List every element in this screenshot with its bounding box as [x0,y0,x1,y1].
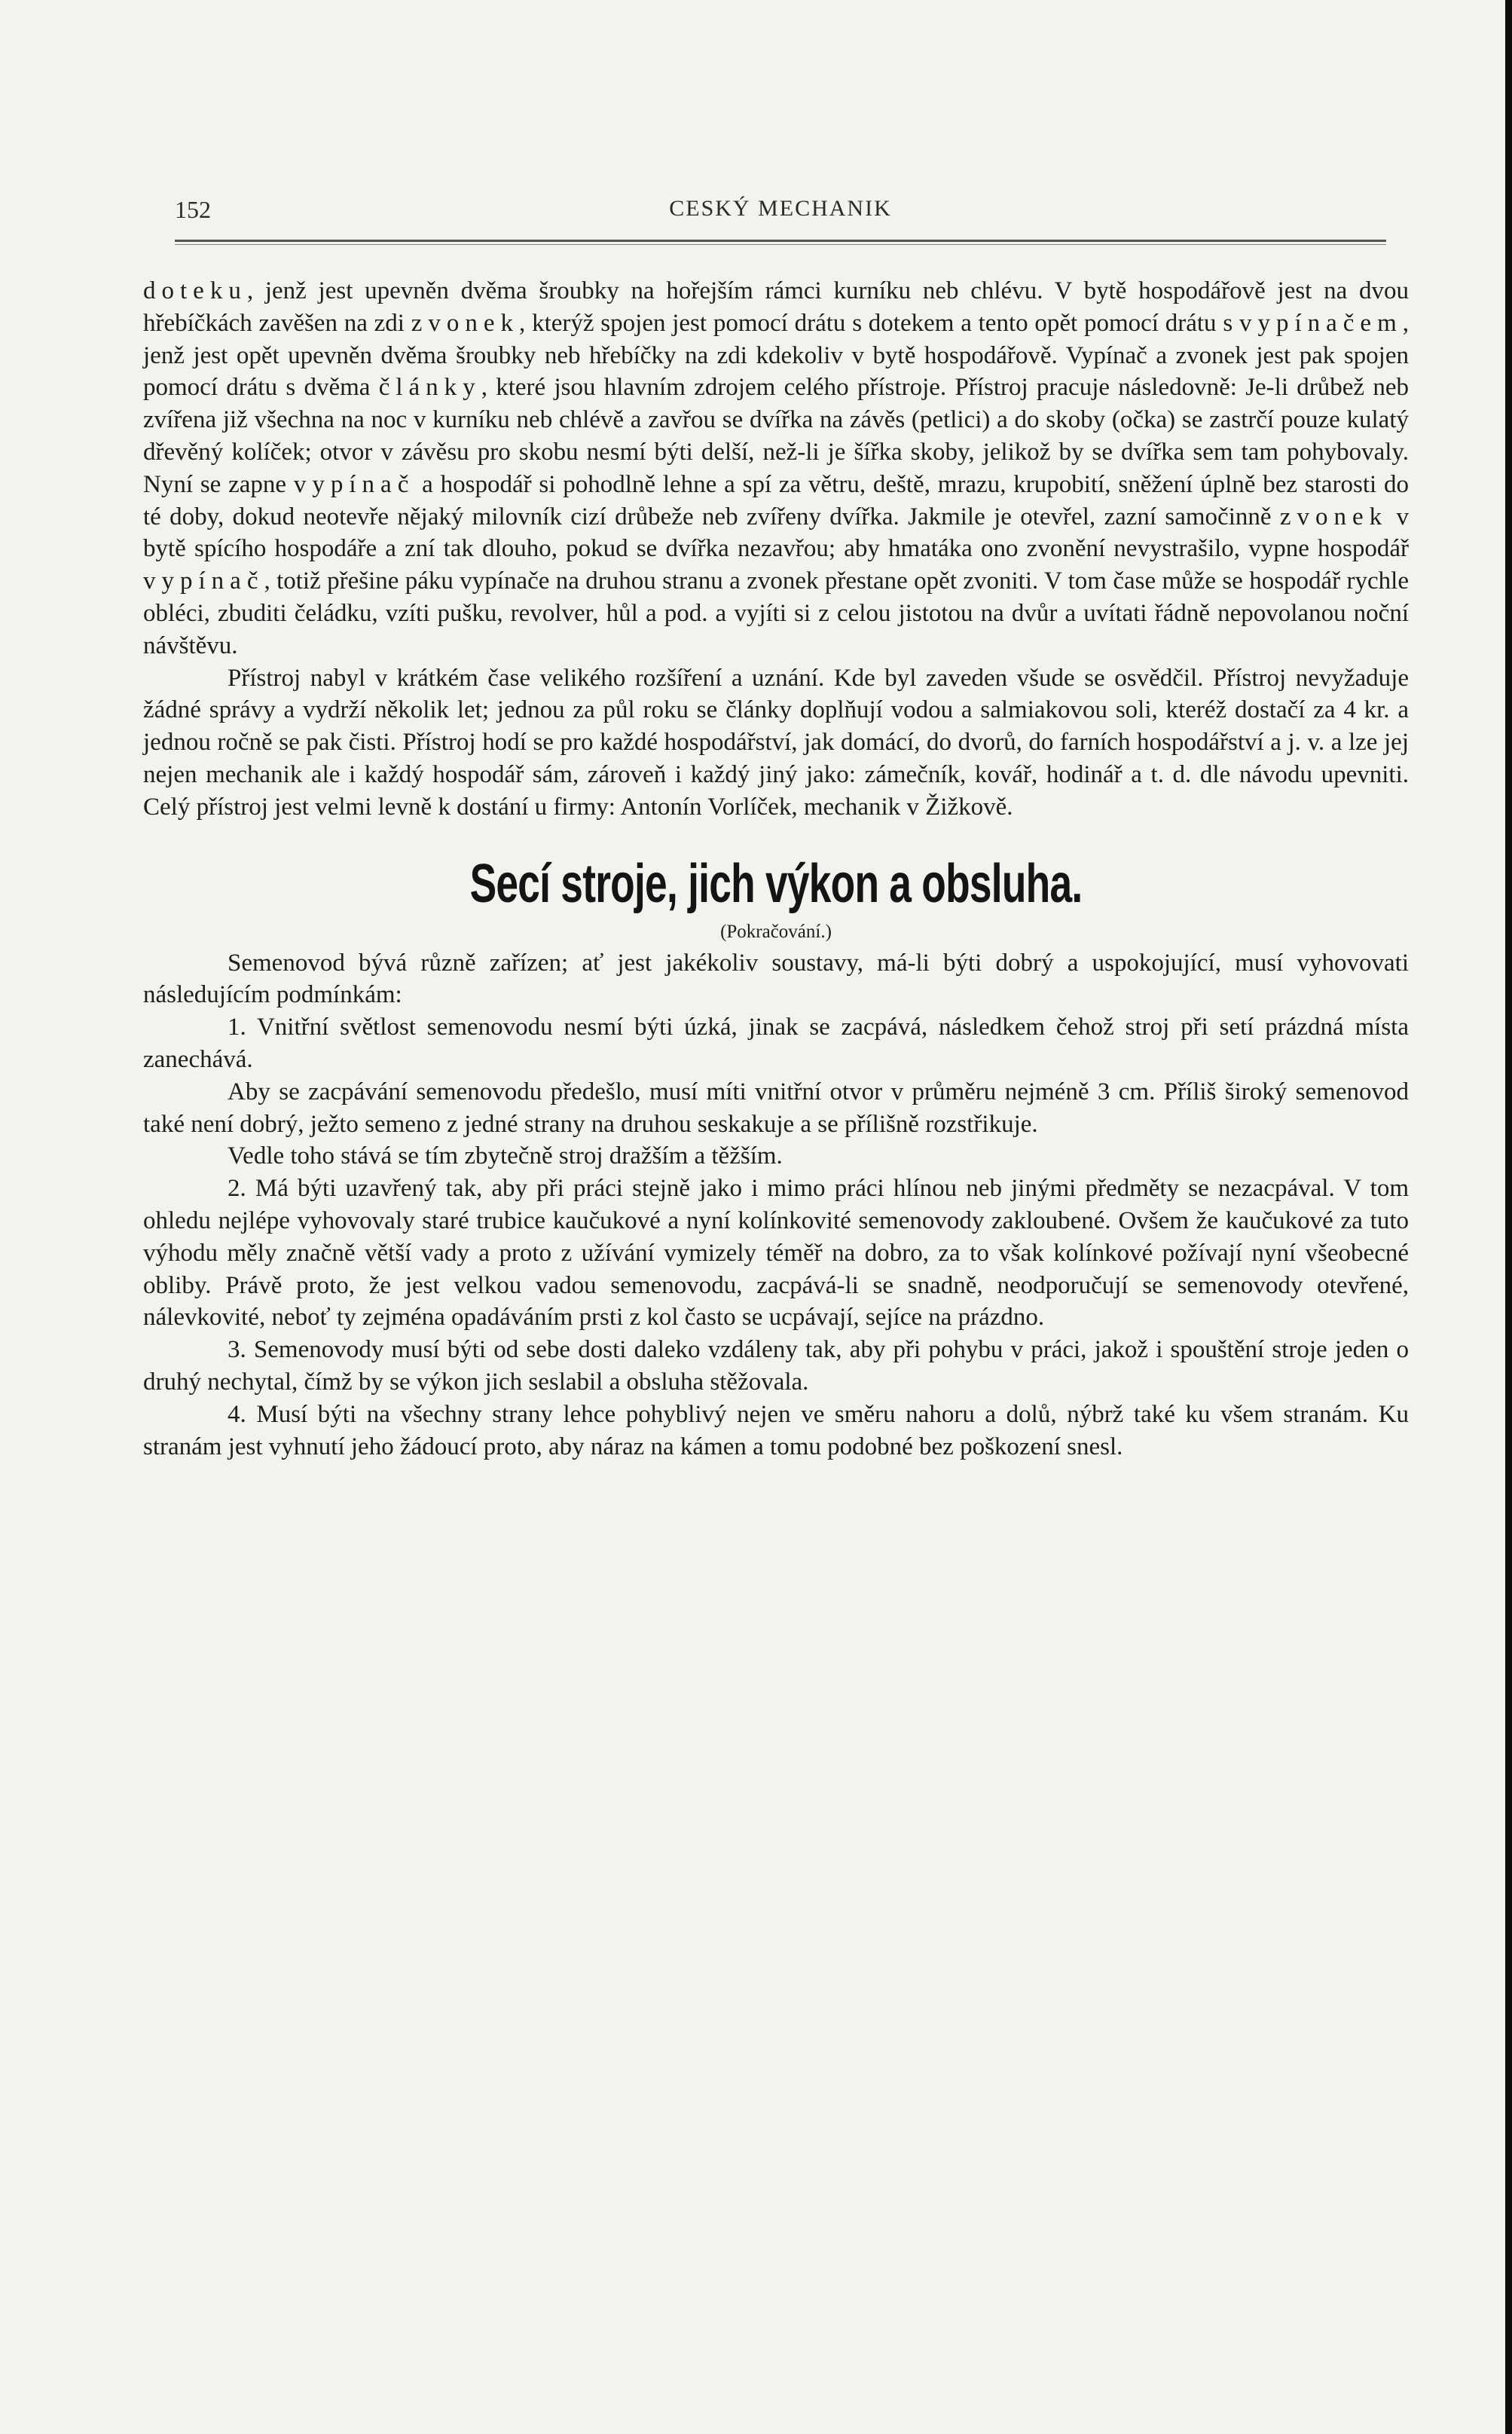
paragraph: 1. Vnitřní světlost semenovodu nesmí býti úzká, jinak se zacpává, následkem čehož stroj při setí prázdná místa zanechává. [143,1014,1409,1073]
paragraph: Vedle toho stává se tím zbytečně stroj dražším a těžším. [228,1142,783,1170]
text-run: , kterýž spojen jest pomocí drátu s dotekem a tento opět pomocí drátu s [519,309,1239,337]
text-run: , jenž jest upevněn dvěma šroubky na hořejším rámci kurníku neb chlévu. V bytě hospodářově jest na dvou hřebíčkách zavěšen na zdi [143,277,1409,337]
continued-note: (Pokračování.) [720,921,832,942]
spaced-word: vypínač [293,470,415,498]
text-run: , totiž přešine páku vypínače na druhou stranu a zvonek přestane opět zvoniti. V tom čase může se hospodář rychle obléci, zbuditi čeládku, vzíti pušku, revolver, hůl a pod. a vyjíti si z celou jistotou na dvůr a uvítati řádně nepovolanou noční návštěvu. [143,567,1409,659]
paragraph [143,275,1409,662]
paragraph: Semenovod bývá různě zařízen; ať jest jakékoliv soustavy, má-li býti dobrý a uspokojující, musí vyhovovati následujícím podmínkám: [143,949,1409,1009]
paragraph: Aby se zacpávání semenovodu předešlo, musí míti vnitřní otvor v průměru nejméně 3 cm. Příliš široký semenovod také není dobrý, ježto semeno z jedné strany na druhou seskakuje a se přílišně rozstřikuje. [143,1078,1409,1138]
text-run: , které jsou hlavním zdrojem celého přístroje. Přístroj pracuje následovně: Je-li drůbež neb zvířena již všechna na noc v kurníku neb chlévě a zavřou se dvířka na závěs (petlici) a do skoby (očka) se zastrčí pouze kulatý dřevěný kolíček; otvor v závěsu pro skobu nesmí býti delší, než-li je šířka skoby, jelikož by se dvířka sem tam pohybovaly. Nyní se zapne [143,374,1409,498]
header-rule [175,240,1386,245]
spaced-word: doteku [143,277,247,304]
page-header [175,187,1386,232]
text-run: v bytě spícího hospodáře a zní tak dlouho, pokud se dvířka nezavřou; aby hmatáka ono zvonění nevystrašilo, vypne hospodář [143,503,1409,563]
article-body [143,275,1409,1463]
section-title: Secí stroje, jich výkon a obsluha. [469,853,1083,914]
page-number: 152 [175,196,211,223]
paragraph: Přístroj nabyl v krátkém čase velikého rozšíření a uznání. Kde byl zaveden všude se osvědčil. Přístroj nevyžaduje žádné správy a vydrží několik let; jednou za půl roku se články doplňují vodou a salmiakovou soli, kteréž dostačí za 4 kr. a jednou ročně se pak čisti. Přístroj hodí se pro každé hospodářství, jak domácí, do dvorů, do farních hospodářství a j. v. a lze jej nejen mechanik ale i každý hospodář sám, zároveň i každý jiný jako: zámečník, kovář, hodinář a t. d. dle návodu upevniti. Celý přístroj jest velmi levně k dostání u firmy: Antonín Vorlíček, mechanik v Žižkově. [143,664,1409,821]
running-head: CESKÝ MECHANIK [669,196,892,221]
spaced-word: vypínačem [1239,309,1403,337]
text-run: a hospodář si pohodlně lehne a spí za větru, deště, mrazu, krupobití, sněžení úplně bez starosti do té doby, dokud neotevře nějaký milovník cizí drůbeže neb zvířeny dvířka. Jakmile je otevřel, zazní samočinně [143,470,1409,531]
spaced-word: zvonek [1279,503,1388,531]
paragraph: 3. Semenovody musí býti od sebe dosti daleko vzdáleny tak, aby při pohybu v práci, jakož i spouštění stroje jeden o druhý nechytal, čímž by se výkon jich seslabil a obsluha stěžovala. [143,1336,1409,1396]
spaced-word: články [378,374,481,402]
text-run: , jenž jest opět upevněn dvěma šroubky neb hřebíčky na zdi kdekoliv v bytě hospodářově. Vypínač a zvonek jest pak spojen pomocí drátu s dvěma [143,309,1409,402]
spaced-word: zvonek [411,309,520,337]
paragraph: 2. Má býti uzavřený tak, aby při práci stejně jako i mimo práci hlínou neb jinými předměty se nezacpával. V tom ohledu nejlépe vyhovovaly staré trubice kaučukové a nyní kolínkovité semenovody zakloubené. Ovšem že kaučukové za tuto výhodu měly značně větší vady a proto z užívání vymizely téměř na dobro, za to však kolínkové požívají nyní všeobecné obliby. Právě proto, že jest velkou vadou semenovodu, zacpává-li se snadně, neodporučují se semenovody otevřené, nálevkovité, neboť ty zejména opadáváním prsti z kol často se ucpávají, sejíce na prázdno. [143,1175,1409,1332]
paragraph: 4. Musí býti na všechny strany lehce pohyblivý nejen ve směru nahoru a dolů, nýbrž také ku všem stranám. Ku stranám jest vyhnutí jeho žádoucí proto, aby náraz na kámen a tomu podobné bez poškození snesl. [143,1400,1409,1460]
spaced-word: vypínač [143,567,264,595]
